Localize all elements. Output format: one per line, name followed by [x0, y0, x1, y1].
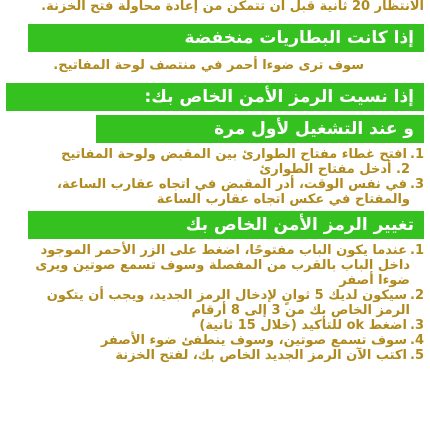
low-battery-text: سوف ترى ضوءا أحمر في منتصف لوحة المفاتيح.: [53, 58, 364, 73]
low-battery-heading: إذا كانت البطاريات منخفضة: [28, 24, 424, 52]
list-item: 2.سيكون لديك 5 ثوانٍ لإدخال الرمز الجديد، ويجب أن يتكون: [46, 288, 424, 303]
list-item-continuation: 2. أدخل مفتاح الطوارئ: [259, 162, 410, 177]
top-instruction-line: الانتظار 20 ثانية قبل أن تتمكن من إعادة محاولة فتح الخزنة.: [41, 0, 424, 14]
change-code-steps: [6, 243, 424, 363]
list-item-continuation: والمفتاح في عكس اتجاه عقارب الساعة: [156, 192, 410, 207]
list-item: 1.عندما يكون الباب مفتوحًا، اضغط على الزر الأحمر الموجود: [40, 243, 424, 258]
list-item: 3.اضغط ok للتأكيد (خلال 15 ثانية): [199, 318, 424, 333]
forgot-code-steps: [6, 147, 424, 207]
list-item: 4.سوف تسمع صوتين، وسوف ينطفئ ضوء الأصفر: [100, 333, 424, 348]
list-item-continuation: الرمز الخاص بك من 3 إلى 8 أرقام: [191, 303, 410, 318]
list-item-continuation: ضوءا أصفر: [339, 273, 410, 288]
first-use-heading: و عند التشغيل لأول مرة: [96, 115, 424, 143]
forgot-code-heading: إذا نسيت الرمز الأمن الخاص بك:: [6, 83, 424, 111]
list-item: 1.افتح غطاء مفتاح الطوارئ بين المقبض ولوحة المفاتيح: [61, 147, 424, 162]
change-code-heading: تغيير الرمز الأمن الخاص بك: [28, 211, 424, 239]
list-item-continuation: داخل الباب بالقرب من المفصلة وسوف تسمع صوتين ويرى: [35, 258, 410, 273]
list-item: 3.في نفس الوقت، أدر المقبض في اتجاه عقارب الساعة،: [57, 177, 424, 192]
list-item: 5.اكتب الآن الرمز الجديد الخاص بك، لفتح الخزنة: [115, 348, 424, 363]
